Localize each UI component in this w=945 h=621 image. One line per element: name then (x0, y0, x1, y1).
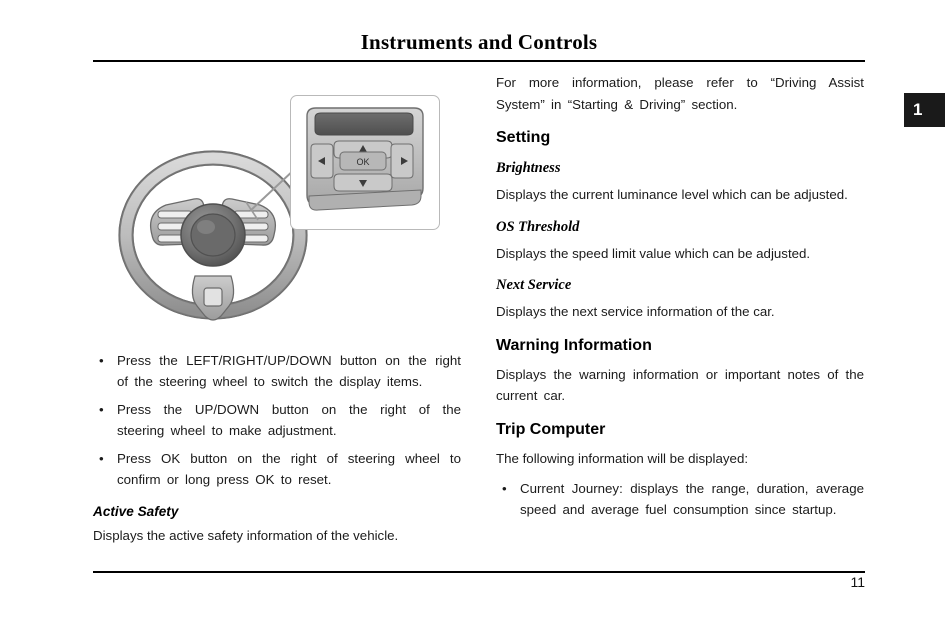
chapter-tab (904, 93, 945, 127)
heading-os-threshold: OS Threshold (496, 218, 580, 235)
heading-setting: Setting (496, 129, 551, 147)
trip-computer-bullet-list (496, 478, 864, 520)
bullet-dot: • (99, 353, 104, 368)
paragraph-next-service: Displays the next service information of the car. (496, 304, 775, 320)
bullet-dot: • (502, 481, 507, 497)
page-title: Instruments and Controls (360, 30, 598, 54)
heading-trip-computer: Trip Computer (496, 420, 606, 438)
left-column (93, 72, 461, 556)
paragraph-brightness: Displays the current luminance level which can be adjusted. (496, 187, 848, 203)
header-divider (93, 60, 865, 62)
footer-divider (93, 571, 865, 573)
paragraph-active-safety: Displays the active safety information of the vehicle. (93, 528, 399, 543)
list-item: • Current Journey: displays the range, duration, average speed and average fuel consumption since startup. (496, 478, 864, 520)
bullet-dot: • (99, 402, 104, 417)
operation-bullet-list (93, 350, 461, 490)
ok-key-label: OK (356, 157, 370, 167)
bullet-dot: • (99, 451, 104, 466)
heading-active-safety: Active Safety (93, 504, 179, 519)
heading-warning-information: Warning Information (496, 336, 652, 354)
right-column (496, 72, 864, 527)
chapter-tab-number: 1 (913, 100, 923, 119)
list-item: • Press OK button on the right of steering wheel to confirm or long press OK to reset. (93, 448, 461, 490)
heading-brightness: Brightness (496, 160, 561, 177)
paragraph-warning-information: Displays the warning information or important notes of the current car. (496, 366, 864, 404)
paragraph-os-threshold: Displays the speed limit value which can be adjusted. (496, 245, 811, 261)
list-item: • Press the LEFT/RIGHT/UP/DOWN button on the right of the steering wheel to switch the display items. (93, 350, 461, 392)
page-number: 11 (850, 574, 865, 590)
paragraph-trip-computer: The following information will be displayed: (496, 450, 749, 466)
heading-next-service: Next Service (496, 277, 572, 294)
paragraph-more-information: For more information, please refer to “Driving Assist System” in “Starting & Driving” section. (496, 75, 864, 112)
list-item: • Press the UP/DOWN button on the right of the steering wheel to make adjustment. (93, 399, 461, 441)
